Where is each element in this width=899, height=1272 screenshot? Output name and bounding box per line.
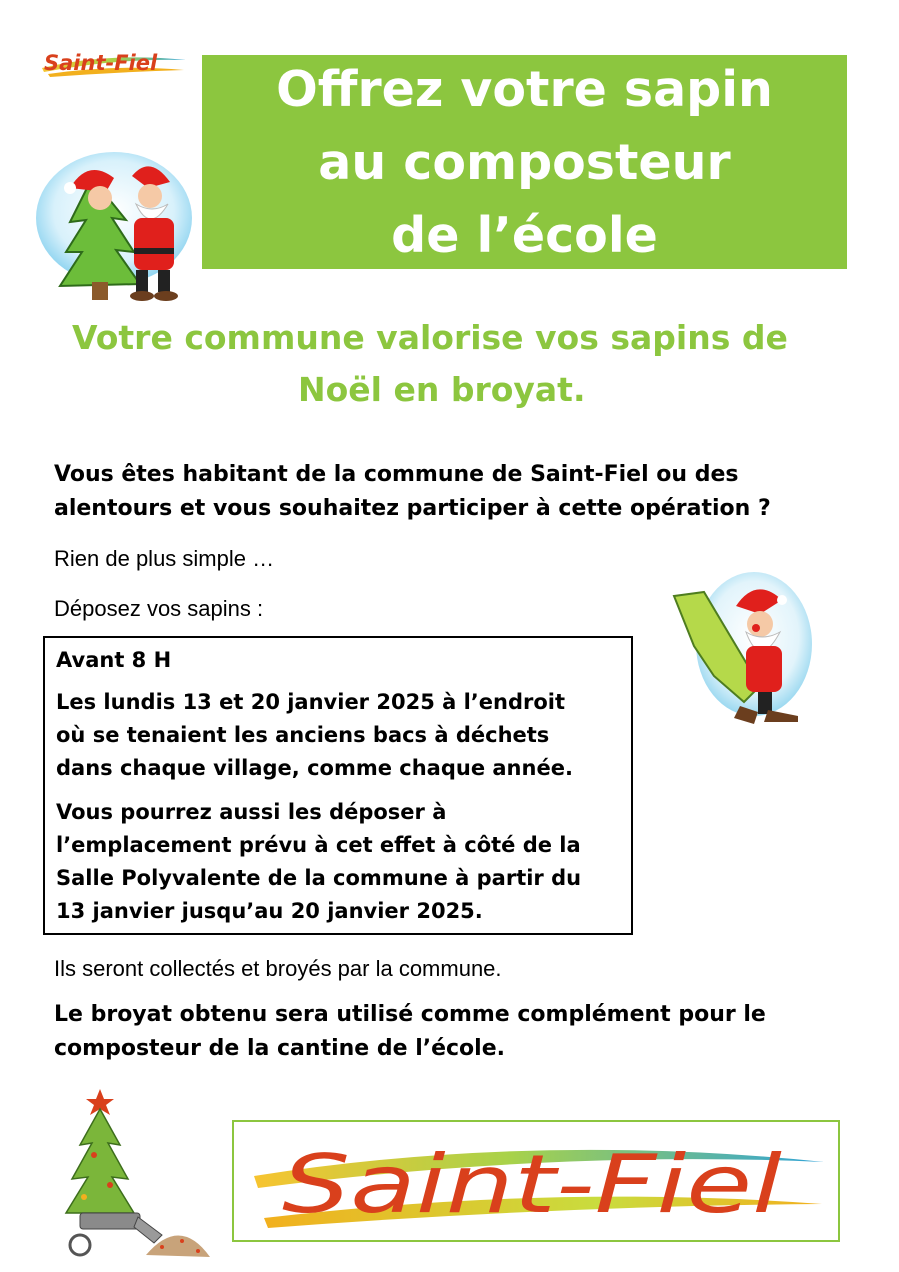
intro-deposez: Déposez vos sapins :	[54, 596, 264, 621]
info-box	[43, 636, 633, 935]
logo-small-text: Saint-Fiel	[44, 51, 158, 75]
logo-large-text: Saint-Fiel	[282, 1138, 782, 1231]
info-para2-line-2: l’emplacement prévu à cet effet à côté de la	[56, 833, 581, 857]
saint-fiel-logo-large	[232, 1120, 840, 1242]
santa-carrying-tree-icon	[664, 566, 814, 738]
info-para1-line-3: dans chaque village, comme chaque année.	[56, 756, 573, 780]
info-time: Avant 8 H	[56, 648, 172, 672]
subtitle-line-2: Noël en broyat.	[298, 370, 586, 409]
info-para1-line-1: Les lundis 13 et 20 janvier 2025 à l’endroit	[56, 690, 566, 714]
subtitle-line-1: Votre commune valorise vos sapins de	[72, 318, 788, 357]
outro-broyat-line-2: composteur de la cantine de l’école.	[54, 1036, 505, 1061]
title-banner	[202, 55, 847, 269]
outro-collect: Ils seront collectés et broyés par la commune.	[54, 956, 502, 981]
info-para2-line-1: Vous pourrez aussi les déposer à	[56, 800, 447, 824]
title-line-2: au composteur	[318, 133, 731, 191]
intro-question-line-1: Vous êtes habitant de la commune de Saint-Fiel ou des	[54, 462, 739, 487]
info-para1-line-2: où se tenaient les anciens bacs à déchets	[56, 723, 550, 747]
title-line-1: Offrez votre sapin	[276, 60, 773, 118]
santas-with-tree-ornament-icon	[30, 148, 195, 308]
outro-broyat-line-1: Le broyat obtenu sera utilisé comme complément pour le	[54, 1002, 766, 1027]
title-line-3: de l’école	[391, 206, 658, 264]
intro-question-line-2: alentours et vous souhaitez participer à cette opération ?	[54, 496, 771, 521]
info-para2-line-3: Salle Polyvalente de la commune à partir du	[56, 866, 582, 890]
info-para2-line-4: 13 janvier jusqu’au 20 janvier 2025.	[56, 899, 483, 923]
christmas-tree-grinder-icon	[50, 1085, 215, 1265]
saint-fiel-logo-small	[38, 46, 190, 80]
intro-simple: Rien de plus simple …	[54, 546, 275, 571]
